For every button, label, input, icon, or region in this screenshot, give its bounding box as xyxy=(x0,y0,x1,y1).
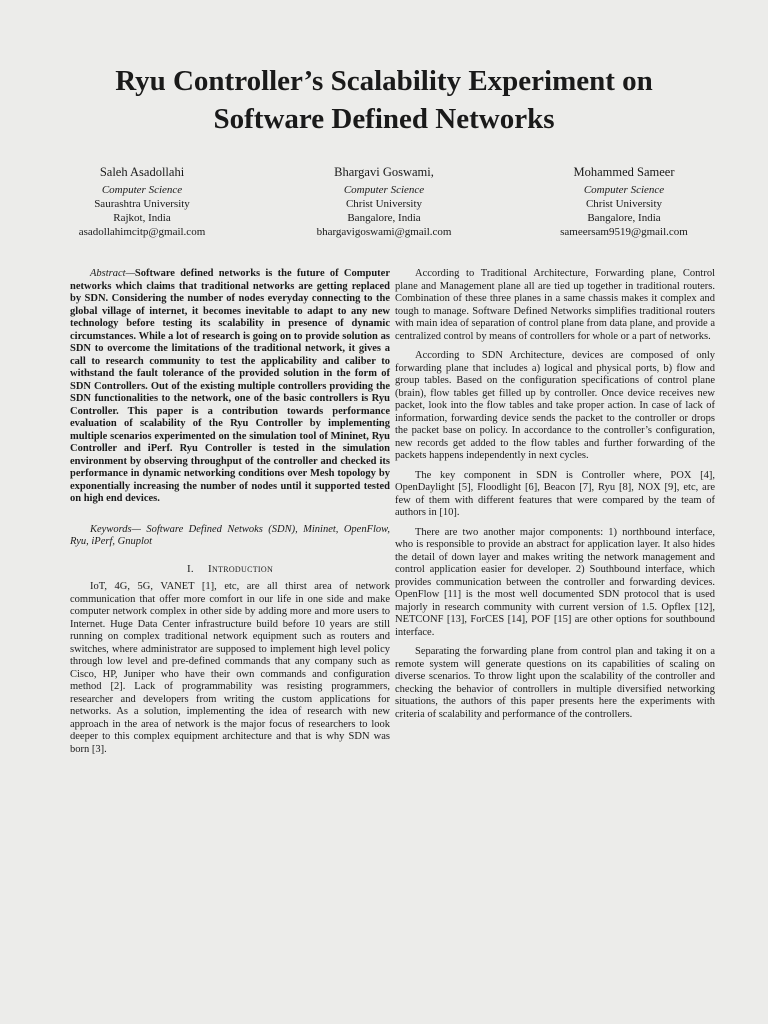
paper-title xyxy=(40,62,728,138)
author-org: Christ University xyxy=(585,198,663,210)
author-dept: Computer Science xyxy=(101,184,183,196)
abstract-text: Software defined networks is the future of Computer networks which claims that traditional networks are getting replaced by SDN. Considering the number of nodes everyday connecting to the global village of internet, it becomes inevitable to adapt to any new technology before testing its scalability in presence of dynamic circumstances. While a lot of research is going on to provide solution as SDN to overcome the limitations of the traditional network, it gives a call to research community to test the applicability and caliber to withstand the fault tolerance of the provided solution in the form of SDN Controllers. Out of the existing multiple controllers providing the SDN functionalities to the network, one of the basic controllers is Ryu Controller. This paper is a contribution towards performance evaluation of scalability of the Ryu Controller by implementing multiple scenarios experimented on the simulation tool of Mininet, Ryu Controller and iPerf. Ryu Controller is tested in the simulation environment by observing throughput of the controller and checked its performance in dynamic networking conditions over Mesh topology by exponentially increasing the number of nodes until it supported tested on high end devices. xyxy=(70,268,390,504)
author-dept: Computer Science xyxy=(583,184,665,196)
section-heading xyxy=(70,563,390,576)
section-number: I. xyxy=(186,562,194,575)
abstract-lead: Abstract— xyxy=(90,268,135,279)
author-block-3 xyxy=(524,164,724,239)
author-email: bhargavigoswami@gmail.com xyxy=(316,226,452,238)
author-name: Bhargavi Goswami, xyxy=(334,165,434,179)
keywords: Keywords— Software Defined Netwoks (SDN), Mininet, OpenFlow, Ryu, iPerf, Gnuplot xyxy=(70,523,390,547)
body-paragraph: There are two another major components: 1) northbound interface, who is responsible to provide an abstract for application layer. It also hides the detail of down layer and makes writing the network management and control application easier for developer. 2) Southbound interface, which provides communication between the controller and forwarding devices. OpenFlow [11] is the most well documented SDN protocol that is used majorly in research community with current version of 1.5. Opflex [12], NETCONF [13], ForCES [14], POF [15] are other options for southbound interface. xyxy=(395,526,715,638)
author-block-1 xyxy=(42,164,242,239)
author-location: Bangalore, India xyxy=(587,212,661,224)
author-name: Saleh Asadollahi xyxy=(99,165,185,179)
author-block-2 xyxy=(284,164,484,239)
author-name: Mohammed Sameer xyxy=(573,165,675,179)
body-paragraph: According to Traditional Architecture, Forwarding plane, Control plane and Management plane all are tied up together in traditional routers. Combination of these three planes in a same chassis makes it complex and tough to manage. Software Defined Networks simplifies traditional routers with main idea of separation of control plane from data plane, and provide a centralized control by means of controllers for whole or a part of networks. xyxy=(395,268,715,342)
author-location: Rajkot, India xyxy=(113,212,171,224)
title-line-2: Software Defined Networks xyxy=(213,103,555,135)
abstract xyxy=(70,268,390,506)
author-dept: Computer Science xyxy=(343,184,425,196)
body-paragraph: IoT, 4G, 5G, VANET [1], etc, are all thirst area of network communication that offer more comfort in our life in one side and make computer network complex in other side by adding more and more users to Internet. Huge Data Center infrastructure build before 10 years are still running on complex traditional network equipment such as routers and switches, where administrator are supposed to implement high level policy through low level and pre-defined commands that any company such as Cisco, HP, Juniper who have their own commands and configuration method [2]. Lack of programmability was resisting programmers, researcher and developers from writing the custom applications for networks. As a solution, implementing the idea of research with new approach in the area of network is the major focus of researchers to look deeper to this complex equipment architecture and that is why SDN was born [3]. xyxy=(70,581,390,755)
author-org: Christ University xyxy=(345,198,423,210)
title-line-1: Ryu Controller’s Scalability Experiment on xyxy=(115,65,653,97)
section-title: Introduction xyxy=(207,562,274,575)
author-email: sameersam9519@gmail.com xyxy=(560,226,688,238)
author-location: Bangalore, India xyxy=(347,212,421,224)
author-org: Saurashtra University xyxy=(94,198,190,210)
author-email: asadollahimcitp@gmail.com xyxy=(78,226,206,238)
body-paragraph: Separating the forwarding plane from control plan and taking it on a remote system will generate questions on its capabilities of scaling on diverse scenarios. To throw light upon the scalability of the controller and checking the behavior of controllers in multiple diversified networking situations, the authors of this paper presents here the experiments with criteria of scalability and performance of the controllers. xyxy=(395,646,715,720)
body-paragraph: According to SDN Architecture, devices are composed of only forwarding plane that includes a) logical and physical ports, b) flow and group tables. Based on the configuration specifications of control plane (brain), flow tables get filled up by controller. Once device receives new packet, look into the flow tables and take proper action. In case of lack of information, forwarding device sends the packet to the controller or drops the packet base on policy. In accordance to the controller’s configuration, new records get added to the flow tables and further forwarding of the packets happens independently in next cycles. xyxy=(395,350,715,461)
body-paragraph: The key component in SDN is Controller where, POX [4], OpenDaylight [5], Floodlight [6], Beacon [7], Ryu [8], NOX [9], etc, are few of them with different features that were compared by the team of authors in [10]. xyxy=(395,469,715,518)
right-column xyxy=(395,268,715,728)
left-column xyxy=(70,268,390,763)
